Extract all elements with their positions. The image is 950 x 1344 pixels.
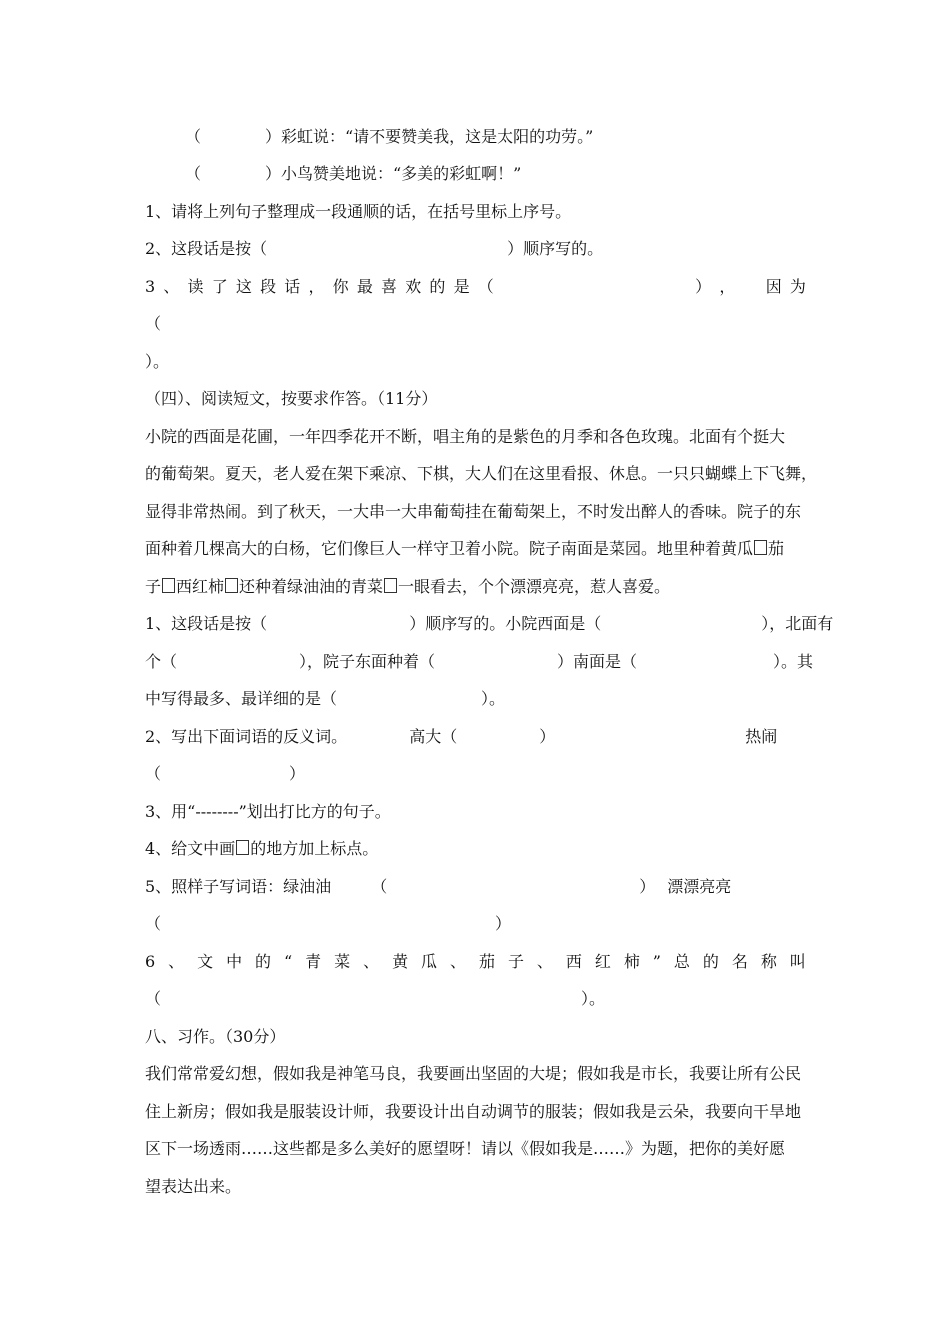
passage-line: 子 西红柿 还种着绿油油的青菜 一眼看去，个个漂漂亮亮，惹人喜爱。 — [145, 577, 671, 596]
punctuation-box — [754, 540, 767, 555]
essay-prompt-line: 望表达出来。 — [145, 1177, 242, 1196]
punctuation-box — [225, 578, 238, 593]
answer-blank-close: ）。 — [145, 352, 170, 371]
sentence-rainbow: （ ）彩虹说：“请不要赞美我，这是太阳的功劳。” — [185, 127, 594, 146]
passage-line: 面种着几棵高大的白杨，它们像巨人一样守卫着小院。院子南面是菜园。地里种着黄瓜 茄 — [145, 539, 785, 558]
section-4-heading: （四）、阅读短文，按要求作答。（11分） — [145, 389, 438, 408]
section-8-heading: 八、习作。（30分） — [145, 1027, 286, 1046]
answer-blank: （ ）。 — [145, 989, 606, 1008]
essay-prompt-line: 住上新房；假如我是服装设计师，我要设计出自动调节的服装；假如我是云朵，我要向干旱地 — [145, 1102, 802, 1121]
question-3-2: 2、这段话是按（ ）顺序写的。 — [145, 239, 604, 258]
question-3-3: 3 、 读 了 这 段 话 ， 你 最 喜 欢 的 是 （ ） ， 因 为 — [145, 277, 806, 296]
question-3-1: 1、请将上列句子整理成一段通顺的话，在括号里标上序号。 — [145, 202, 572, 221]
answer-blank: （ ） — [145, 764, 306, 783]
question-4-1-cont: 个（ ），院子东面种着（ ）南面是（ ）。其 — [145, 652, 814, 671]
sentence-bird: （ ）小鸟赞美地说：“多美的彩虹啊！” — [185, 164, 522, 183]
punctuation-box — [236, 840, 249, 855]
punctuation-box — [384, 578, 397, 593]
passage-line: 小院的西面是花圃，一年四季花开不断，唱主角的是紫色的月季和各色玫瑰。北面有个挺大 — [145, 427, 786, 446]
question-4-3: 3、用“--------”划出打比方的句子。 — [145, 802, 391, 821]
answer-blank-open: （ — [145, 314, 162, 333]
question-4-2: 2、写出下面词语的反义词。 高大（ ） 热闹 — [145, 727, 778, 746]
question-4-4: 4、给文中画 的地方加上标点。 — [145, 839, 379, 858]
question-4-5: 5、照样子写词语：绿油油 （ ） 漂漂亮亮 — [145, 877, 732, 896]
question-4-6: 6 、 文 中 的 “ 青 菜 、 黄 瓜 、 茄 子 、 西 红 柿 ” 总 的 名 称 叫 — [145, 952, 806, 971]
passage-line: 显得非常热闹。到了秋天，一大串一大串葡萄挂在葡萄架上，不时发出醉人的香味。院子的东 — [145, 502, 802, 521]
punctuation-box — [162, 578, 175, 593]
essay-prompt-line: 区下一场透雨……这些都是多么美好的愿望呀！请以《假如我是……》为题，把你的美好愿 — [145, 1139, 786, 1158]
question-4-1-end: 中写得最多、最详细的是（ ）。 — [145, 689, 506, 708]
answer-blank: （ ） — [145, 914, 512, 933]
essay-prompt-line: 我们常常爱幻想，假如我是神笔马良，我要画出坚固的大堤；假如我是市长，我要让所有公民 — [145, 1064, 802, 1083]
question-4-1: 1、这段话是按（ ）顺序写的。小院西面是（ ），北面有 — [145, 614, 834, 633]
passage-line: 的葡萄架。夏天，老人爱在架下乘凉、下棋，大人们在这里看报、休息。一只只蝴蝶上下飞舞， — [145, 464, 818, 483]
